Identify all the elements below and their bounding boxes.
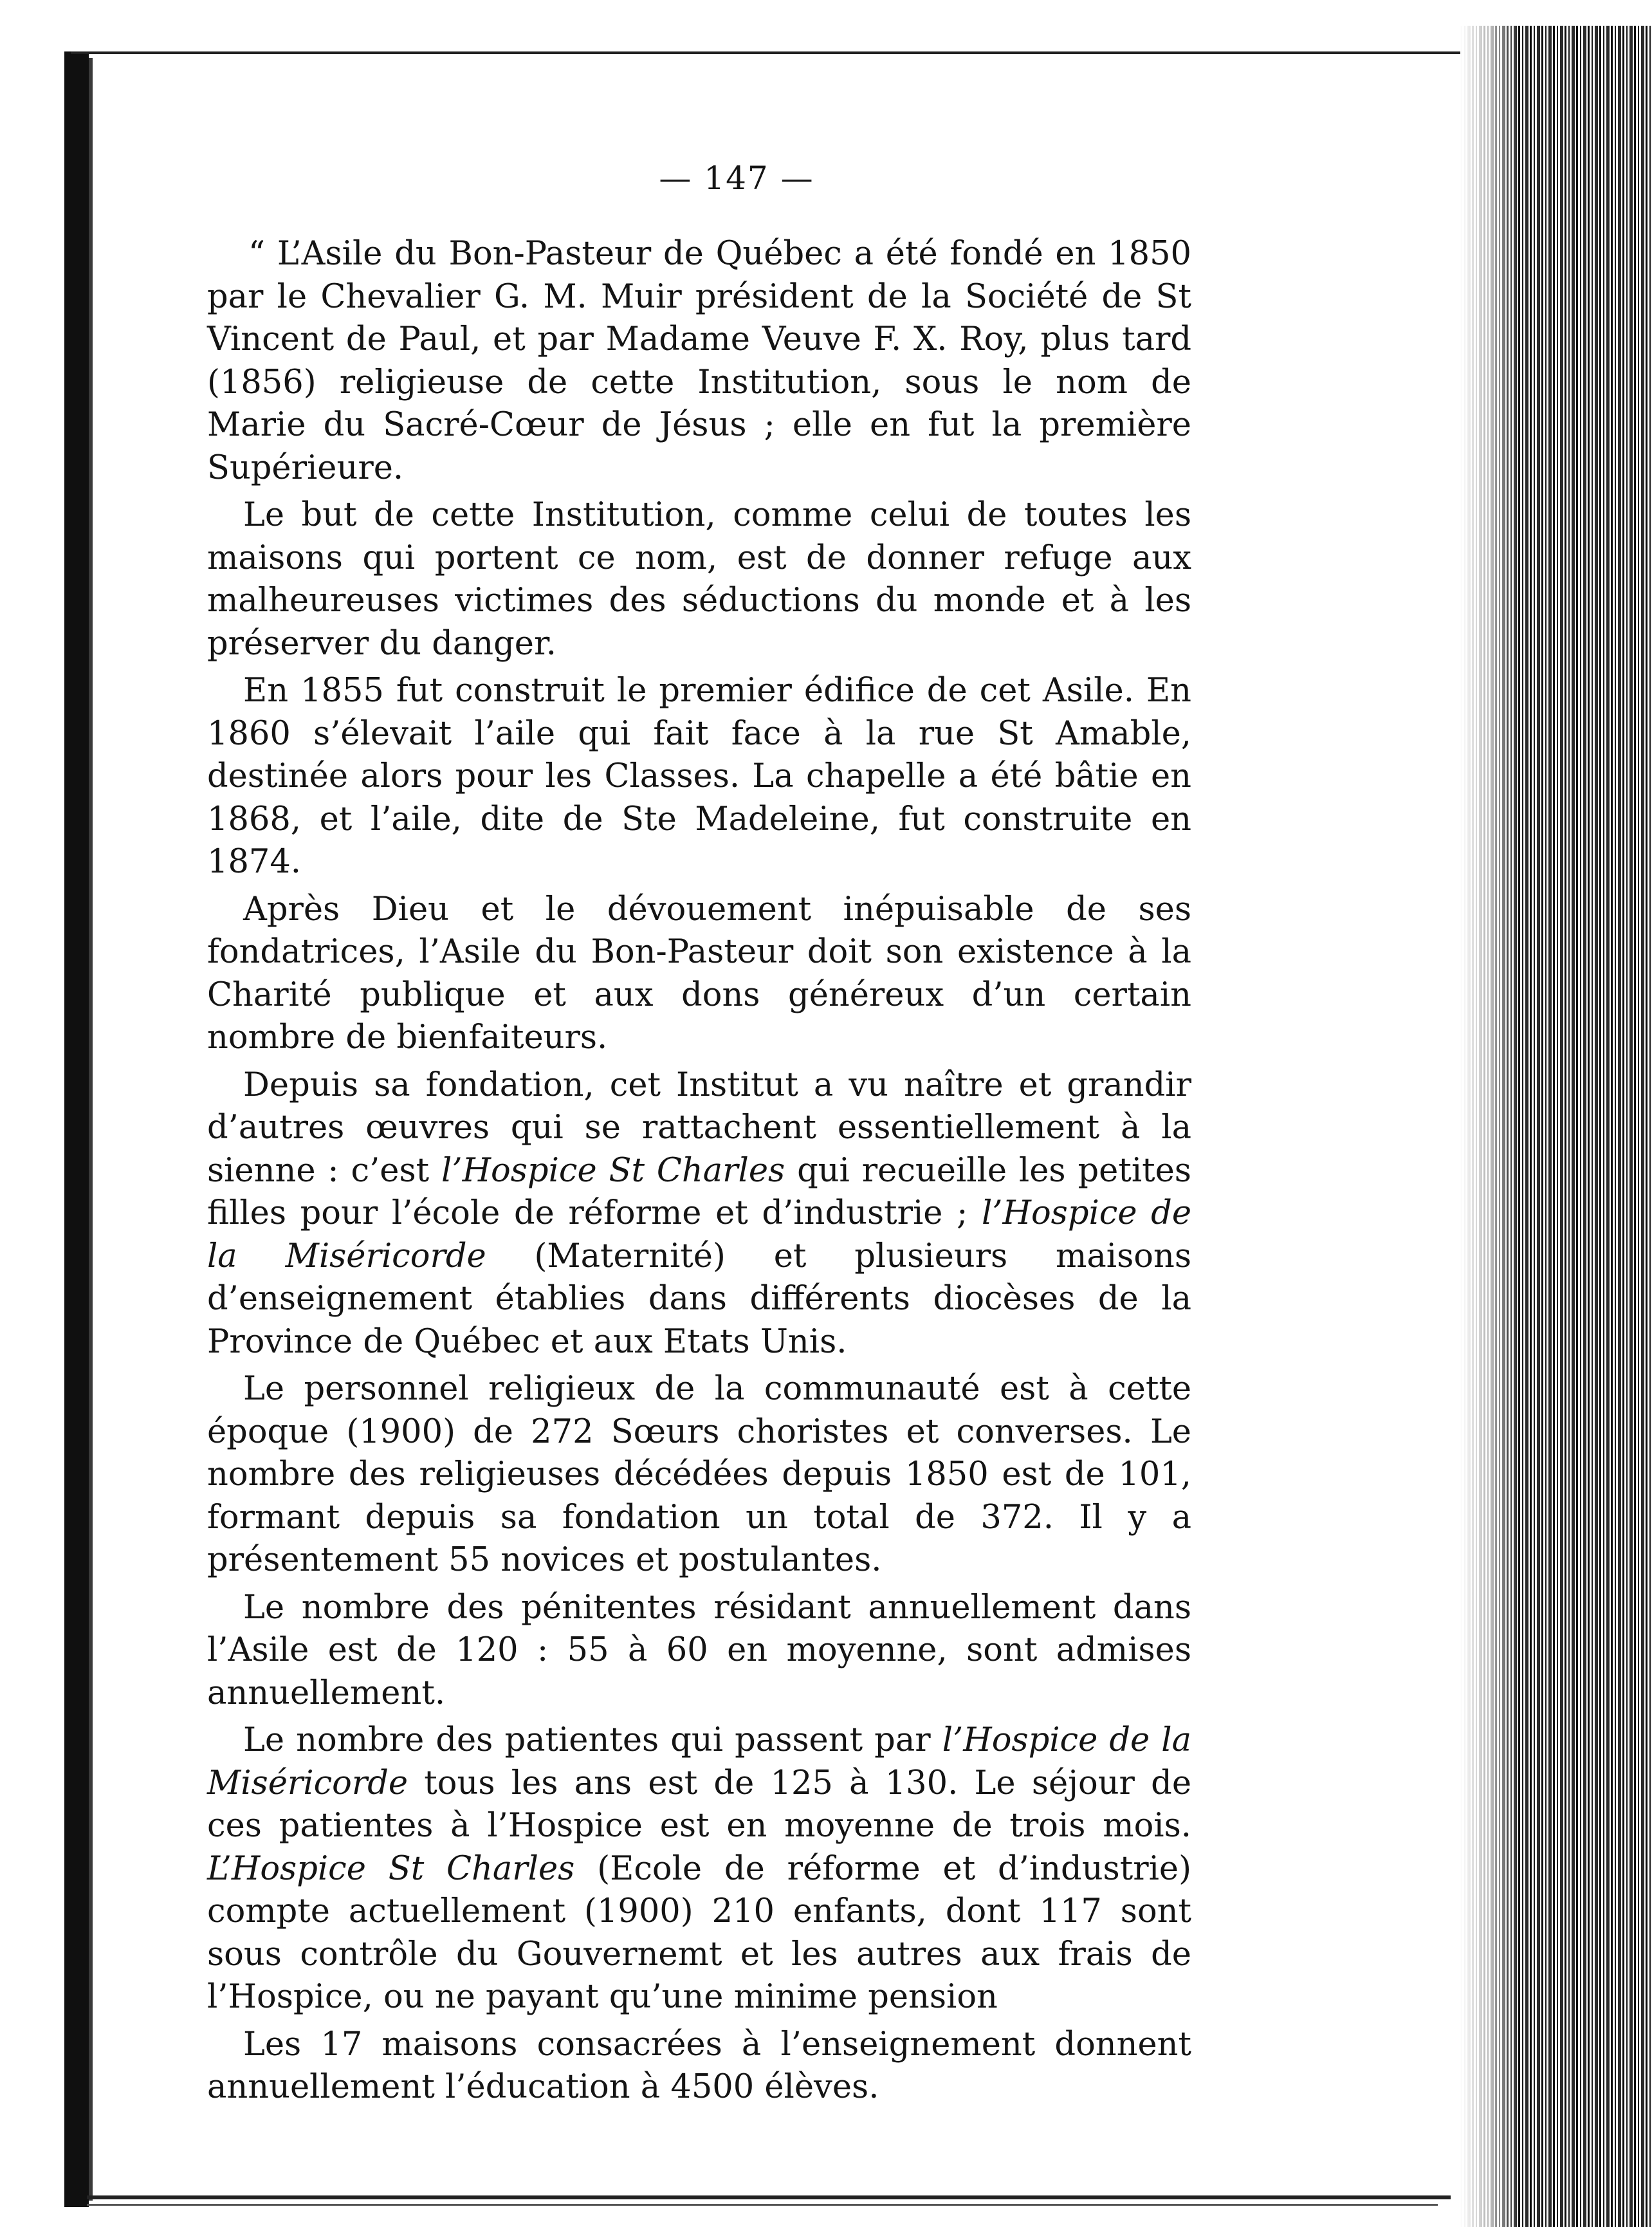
page-number: — 147 — — [659, 160, 814, 197]
page-stack-edge-fade — [1460, 26, 1518, 2227]
paragraph — [207, 1587, 1191, 1715]
text-run: Le but de cette Institution, comme celui de toutes les maisons qui portent ce nom, est de donner refuge aux malheureuses victimes des séductions du monde et à les préserver du danger. — [207, 496, 1191, 663]
italic-title-hospice-st-charles: L’Hospice St Charles — [207, 1849, 575, 1888]
binding-shadow-left — [64, 51, 89, 2207]
italic-title-hospice-misericorde: l’Hospice de la Miséricorde — [207, 1721, 1192, 1802]
text-run: (Maternité) et plusieurs maisons d’enseignement établies dans différents diocèses de la Province de Québec et aux Etats Unis. — [207, 1237, 1192, 1361]
text-run: Après Dieu et le dévouement inépuisable de ses fondatrices, l’Asile du Bon-Pasteur doit son existence à la Charité publique et aux dons généreux d’un certain nombre de bienfaiteurs. — [207, 890, 1191, 1057]
paragraph — [207, 233, 1191, 490]
body-text — [207, 233, 1191, 2114]
text-run: Depuis sa fondation, cet Institut a vu naître et grandir d’autres œuvres qui se rattachent essentiellement à la sienne : c’est — [207, 1066, 1191, 1190]
italic-title-hospice-st-charles: l’Hospice St Charles — [441, 1151, 785, 1190]
text-run: (Ecole de réforme et d’industrie) compte actuellement (1900) 210 enfants, dont 117 sont sous contrôle du Gouvernemt et les autres aux frais de l’Hospice, ou ne payant qu’une minime pension — [207, 1849, 1191, 2016]
scan-top-border — [71, 51, 1467, 54]
text-run: Le personnel religieux de la communauté est à cette époque (1900) de 272 Sœurs choristes et converses. Le nombre des religieuses décédées depuis 1850 est de 101, formant depuis sa fondation un total de 372. Il y a présentement 55 novices et postulantes. — [207, 1370, 1191, 1579]
paragraph — [207, 494, 1191, 665]
paragraph — [207, 670, 1191, 884]
text-run: En 1855 fut construit le premier édifice de cet Asile. En 1860 s’élevait l’aile qui fait face à la rue St Amable, destinée alors pour les Classes. La chapelle a été bâtie en 1868, et l’aile, dite de Ste Madeleine, fut construite en 1874. — [207, 672, 1191, 881]
binding-edge-left — [89, 58, 93, 2201]
paragraph — [207, 1368, 1191, 1582]
paragraph — [207, 889, 1191, 1060]
text-run: Les 17 maisons consacrées à l’enseignement donnent annuellement l’éducation à 4500 élèves. — [207, 2025, 1191, 2106]
text-run: Le nombre des patientes qui passent par — [243, 1721, 942, 1759]
paragraph — [207, 1064, 1191, 1364]
italic-title-hospice-misericorde: l’Hospice de la Miséricorde — [207, 1194, 1191, 1275]
scan-bottom-border — [87, 2195, 1451, 2199]
paragraph — [207, 1719, 1191, 2019]
scan-bottom-border-inner — [87, 2204, 1438, 2206]
paragraph — [207, 2024, 1191, 2109]
text-run: Le nombre des pénitentes résidant annuellement dans l’Asile est de 120 : 55 à 60 en moyenne, sont admises annuellement. — [207, 1588, 1191, 1712]
text-run: qui recueille les petites filles pour l’école de réforme et d’industrie ; — [207, 1151, 1191, 1232]
text-run: tous les ans est de 125 à 130. Le séjour de ces patientes à l’Hospice est en moyenne de trois mois. — [207, 1764, 1191, 1845]
text-run: “ L’Asile du Bon-Pasteur de Québec a été fondé en 1850 par le Chevalier G. M. Muir président de la Société de St Vincent de Paul, et par Madame Veuve F. X. Roy, plus tard (1856) religieuse de cette Institution, sous le nom de Marie du Sacré-Cœur de Jésus ; elle en fut la première Supérieure. — [207, 235, 1191, 487]
